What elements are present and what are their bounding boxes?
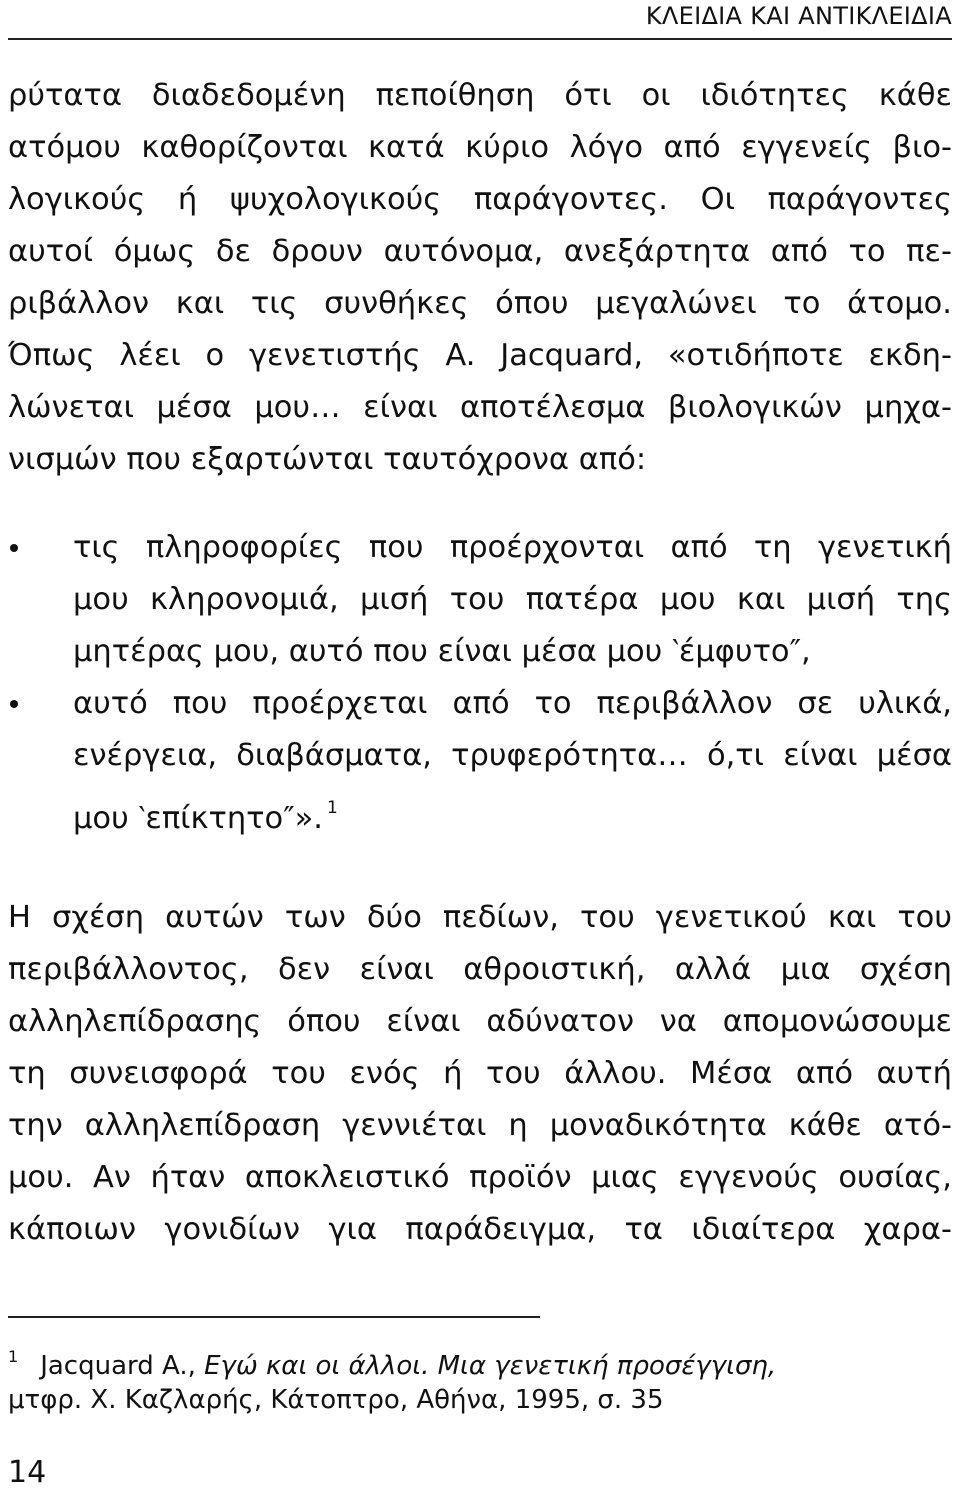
text-line: αυτοί όμως δε δρουν αυτόνομα, ανεξάρτητα από το πε- xyxy=(8,234,952,269)
footnote-book-title: Εγώ και οι άλλοι. Μια γενετική προσέγγιση, xyxy=(204,1351,777,1381)
footnote-line xyxy=(8,1337,777,1381)
text-line xyxy=(73,782,952,834)
text-line: μου κληρονομιά, μισή του πατέρα μου και μισή της xyxy=(73,582,952,617)
footnote-reference[interactable]: 1 xyxy=(326,798,338,818)
text-line: περιβάλλοντος, δεν είναι αθροιστική, αλλά μια σχέση xyxy=(8,952,952,987)
footnote-rule xyxy=(8,1316,540,1318)
page-number: 14 xyxy=(8,1455,47,1490)
text-line: λογικούς ή ψυχολογικούς παράγοντες. Οι παράγοντες xyxy=(8,182,952,217)
footnote-number: 1 xyxy=(8,1347,19,1366)
text-line: κάποιων γονιδίων για παράδειγμα, τα ιδιαίτερα χαρα- xyxy=(8,1212,952,1247)
text-line: ενέργεια, διαβάσματα, τρυφερότητα… ό,τι είναι μέσα xyxy=(73,738,952,773)
footnote-author: Jacquard A., xyxy=(40,1351,196,1381)
text-line: ατόμου καθορίζονται κατά κύριο λόγο από εγγενείς βιο- xyxy=(8,130,952,165)
text-line: τη συνεισφορά του ενός ή του άλλου. Μέσα από αυτή xyxy=(8,1056,952,1091)
text-line: Όπως λέει ο γενετιστής A. Jacquard, «οτιδήποτε εκδη- xyxy=(8,338,952,373)
bullet-marker xyxy=(10,544,18,552)
running-header: ΚΛΕΙΔΙΑ ΚΑΙ ΑΝΤΙΚΛΕΙΔΙΑ xyxy=(645,2,952,30)
text-line: Η σχέση αυτών των δύο πεδίων, του γενετικού και του xyxy=(8,900,952,935)
text-segment: μου ‵επίκτητο″». xyxy=(73,801,323,836)
text-line: αλληλεπίδρασης όπου είναι αδύνατον να απομονώσουμε xyxy=(8,1004,952,1039)
text-line: αυτό που προέρχεται από το περιβάλλον σε υλικά, xyxy=(73,686,952,721)
text-line: ριβάλλον και τις συνθήκες όπου μεγαλώνει το άτομο. xyxy=(8,286,952,321)
text-line: λώνεται μέσα μου… είναι αποτέλεσμα βιολογικών μηχα- xyxy=(8,390,952,425)
text-line: τις πληροφορίες που προέρχονται από τη γενετική xyxy=(73,530,952,565)
text-line: ρύτατα διαδεδομένη πεποίθηση ότι οι ιδιότητες κάθε xyxy=(8,78,952,113)
text-line: νισμών που εξαρτώνται ταυτόχρονα από: xyxy=(8,442,647,477)
text-line: μητέρας μου, αυτό που είναι μέσα μου ‵έμφυτο″, xyxy=(73,634,811,669)
text-line: την αλληλεπίδραση γεννιέται η μοναδικότητα κάθε ατό- xyxy=(8,1108,952,1143)
bullet-marker xyxy=(10,700,18,708)
header-rule xyxy=(8,38,952,40)
text-line: μου. Αν ήταν αποκλειστικό προϊόν μιας εγγενούς ουσίας, xyxy=(8,1160,952,1195)
footnote-line: μτφρ. Χ. Καζλαρής, Κάτοπτρο, Αθήνα, 1995, σ. 35 xyxy=(8,1385,664,1415)
